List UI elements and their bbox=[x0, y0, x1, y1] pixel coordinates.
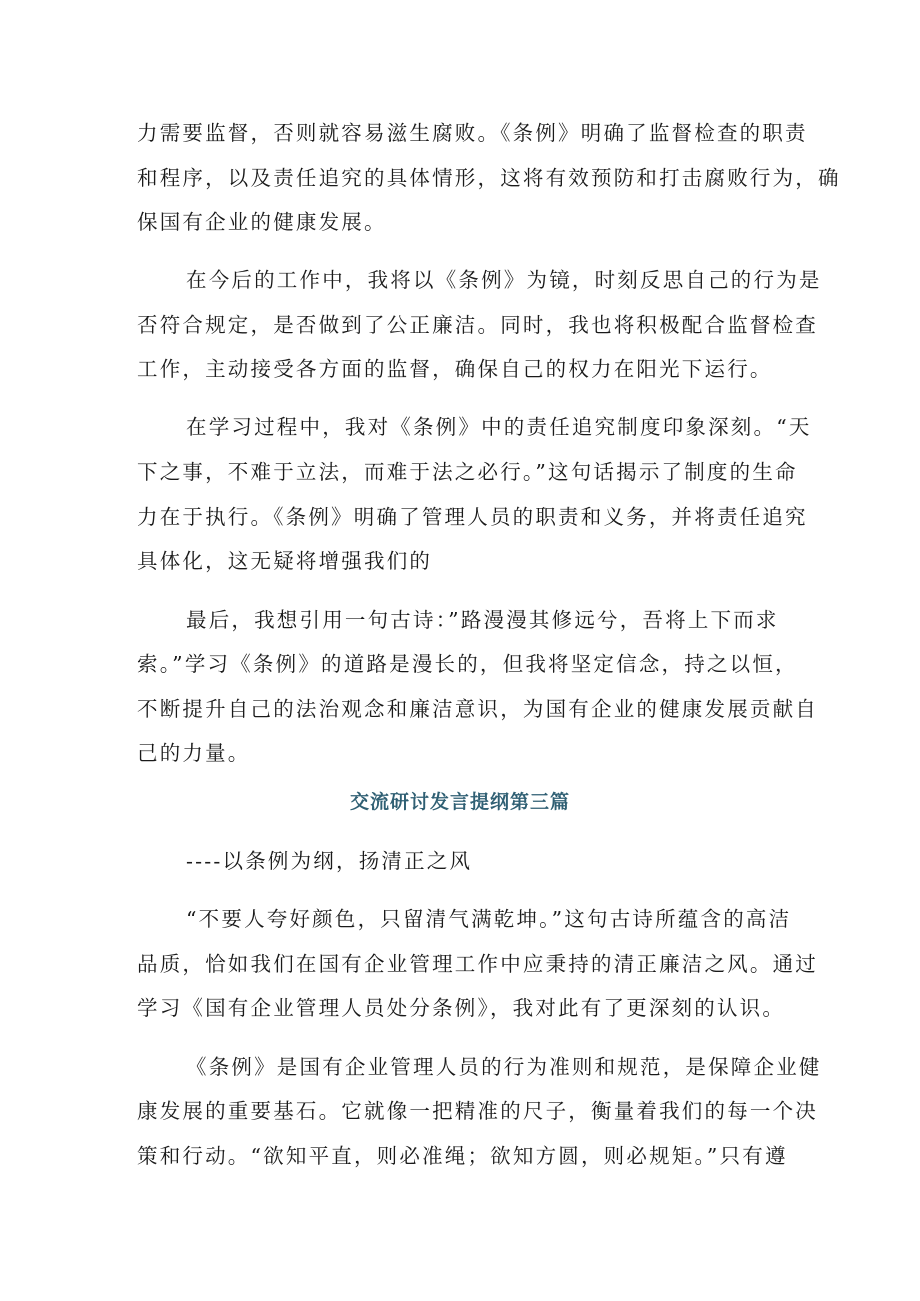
paragraph-4-line-3: 不断提升自己的法治观念和廉洁意识，为国有企业的健康发展贡献自 bbox=[137, 697, 818, 721]
paragraph-5-line-2: 品质，恰如我们在国有企业管理工作中应秉持的清正廉洁之风。通过 bbox=[137, 952, 818, 976]
paragraph-4-line-1: 最后，我想引用一句古诗：”路漫漫其修远兮，吾将上下而求 bbox=[186, 608, 779, 632]
paragraph-3-line-2: 下之事，不难于立法，而难于法之必行。”这句话揭示了制度的生命 bbox=[137, 460, 798, 484]
paragraph-2-line-1: 在今后的工作中，我将以《条例》为镜，时刻反思自己的行为是 bbox=[186, 268, 822, 292]
paragraph-3-line-3: 力在于执行。《条例》明确了管理人员的职责和义务，并将责任追究 bbox=[137, 505, 808, 529]
paragraph-6-line-3: 策和行动。“欲知平直，则必准绳；欲知方圆，则必规矩。”只有遵 bbox=[137, 1144, 788, 1168]
paragraph-2-line-3: 工作，主动接受各方面的监督，确保自己的权力在阳光下运行。 bbox=[137, 357, 773, 381]
section-title: 交流研讨发言提纲第三篇 bbox=[349, 791, 570, 813]
paragraph-5-line-3: 学习《国有企业管理人员处分条例》，我对此有了更深刻的认识。 bbox=[137, 996, 786, 1020]
paragraph-4-line-4: 己的力量。 bbox=[137, 741, 251, 765]
paragraph-2-line-2: 否符合规定，是否做到了公正廉洁。同时，我也将积极配合监督检查 bbox=[137, 313, 818, 337]
paragraph-1-line-1: 力需要监督，否则就容易滋生腐败。《条例》明确了监督检查的职责 bbox=[137, 121, 808, 145]
subtitle: ----以条例为纲，扬清正之风 bbox=[186, 849, 473, 873]
paragraph-6-line-1: 《条例》是国有企业管理人员的行为准则和规范，是保障企业健 bbox=[186, 1055, 822, 1079]
paragraph-3-line-1: 在学习过程中，我对《条例》中的责任追究制度印象深刻。“天 bbox=[186, 415, 812, 439]
paragraph-3-line-4: 具体化，这无疑将增强我们的 bbox=[137, 549, 433, 573]
paragraph-1-line-2: 和程序，以及责任追究的具体情形，这将有效预防和打击腐败行为，确 bbox=[137, 166, 841, 190]
paragraph-6-line-2: 康发展的重要基石。它就像一把精准的尺子，衡量着我们的每一个决 bbox=[137, 1099, 818, 1123]
paragraph-4-line-2: 索。”学习《条例》的道路是漫长的，但我将坚定信念，持之以恒， bbox=[137, 652, 798, 676]
paragraph-5-line-1: “不要人夸好颜色，只留清气满乾坤。”这句古诗所蕴含的高洁 bbox=[186, 907, 792, 931]
paragraph-1-line-3: 保国有企业的健康发展。 bbox=[137, 210, 387, 234]
